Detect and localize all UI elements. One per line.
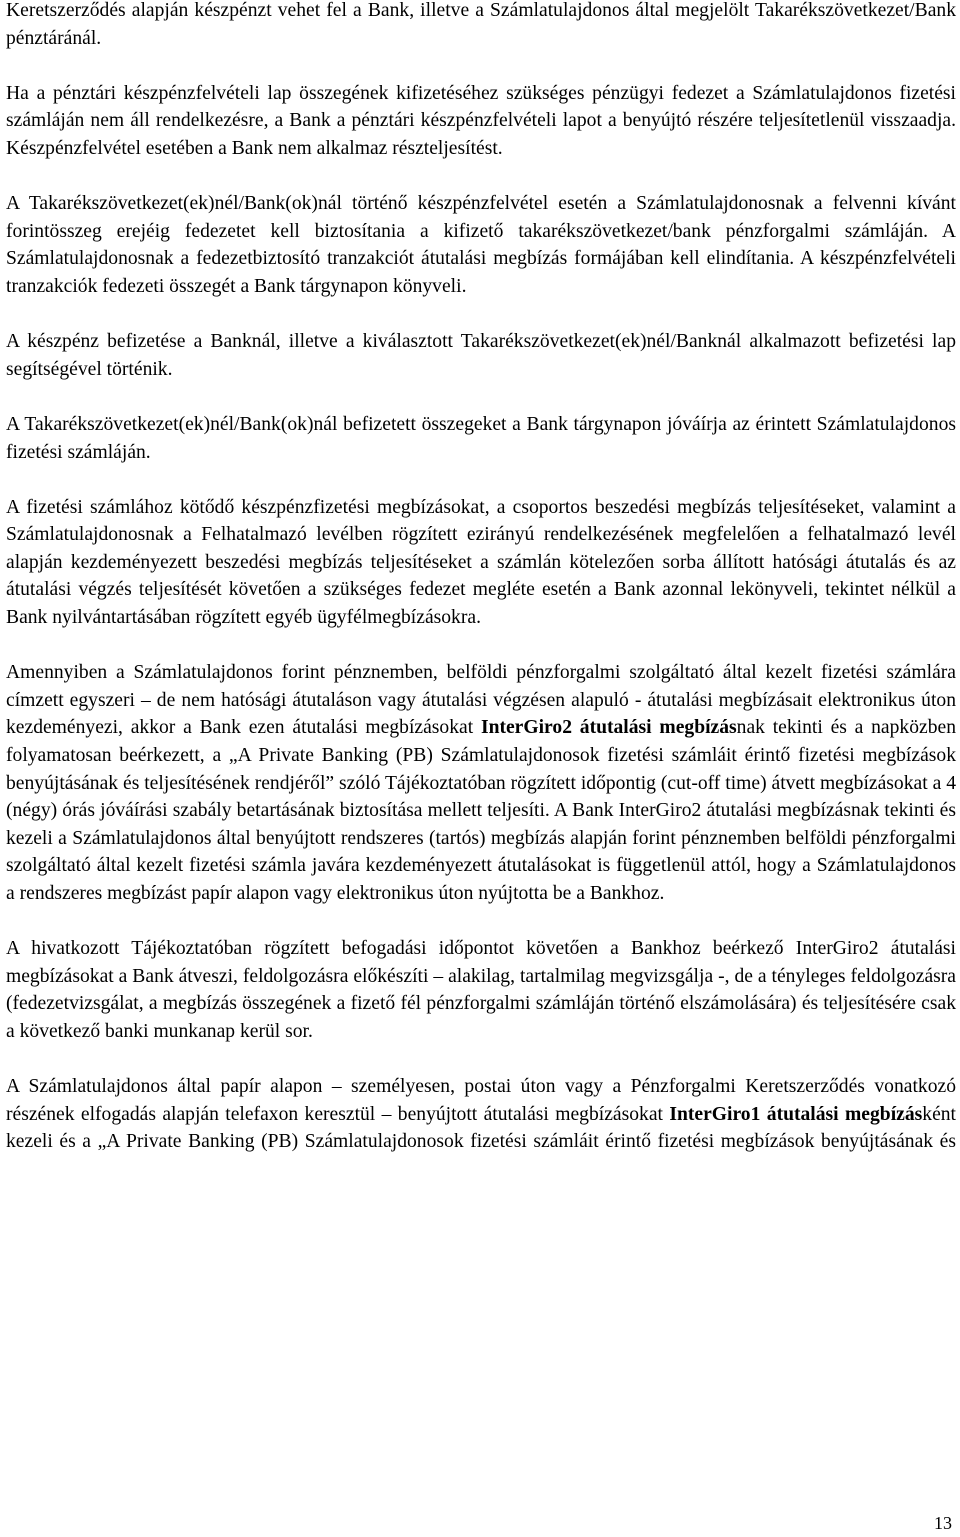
paragraph-payment-order-booking: A fizetési számlához kötődő készpénzfizetési megbízásokat, a csoportos beszedési megbízás teljesítéseket, valamint a Számlatulajdonosnak a Felhatalmazó levélben rögzített ezirányú rendelkezésének megfelelően a felhatalmazó levél alapján kezdeményezett beszedési megbízás teljesítéseket a számlán kötelezően sorba állított hatósági átutalás és az átutalási végzés teljesítését követően a szükséges fedezet megléte esetén a Bank azonnal lekönyveli, tekintet nélkül a Bank nyilvántartásában rögzített egyéb ügyfélmegbízásokra. bbox=[6, 496, 956, 629]
paragraph-gap bbox=[6, 383, 956, 411]
paragraph-gap bbox=[6, 632, 956, 660]
paragraph-cash-withdrawal-location: Keretszerződés alapján készpénzt vehet fel a Bank, illetve a Számlatulajdonos által megjelölt Takarékszövetkezet/Bank pénztáránál. bbox=[6, 0, 956, 49]
paragraph-late-intergiro2: A hivatkozott Tájékoztatóban rögzített befogadási időpontot követően a Bankhoz beérkező InterGiro2 átutalási megbízásokat a Bank átveszi, feldolgozásra előkészíti – alakilag, tartalmilag megvizsgálja -, de a tényleges feldolgozásra (fedezetvizsgálat, a megbízás összegének a fizető fél pénzforgalmi számláján történő elszámolására) és teljesítésére csak a következő banki munkanap kerül sor. bbox=[6, 938, 956, 1042]
page-number: 13 bbox=[934, 1513, 952, 1533]
paragraph-text-after: ként kezeli és a „A Private Banking (PB) Számlatulajdonosok fizetési számláit érintő fizetési megbízások benyújtásának és bbox=[6, 1103, 956, 1153]
bold-term-intergiro1: InterGiro1 átutalási megbízás bbox=[669, 1103, 923, 1125]
paragraph-gap bbox=[6, 301, 956, 329]
document-page bbox=[6, 0, 956, 1156]
paragraph-insufficient-funds: Ha a pénztári készpénzfelvételi lap összegének kifizetéséhez szükséges pénzügyi fedezet a Számlatulajdonos fizetési számláján nem áll rendelkezésre, a Bank a pénztári készpénzfelvételi lapot a benyújtó részére teljesítetlenül visszaadja. Készpénzfelvétel esetében a Bank nem alkalmaz részteljesítést. bbox=[6, 82, 956, 159]
paragraph-gap bbox=[6, 163, 956, 191]
bold-term-intergiro2: InterGiro2 átutalási megbízás bbox=[480, 717, 737, 739]
paragraph-gap bbox=[6, 1046, 956, 1074]
paragraph-text-after: nak tekinti és a napközben folyamatosan beérkezett, a „A Private Banking (PB) Számlatulajdonosok fizetési számláit érintő fizetési megbízások benyújtásának és teljesítésének rendjéről” szóló Tájékoztatóban rögzített időpontig (cut-off time) átvett megbízásokat a 4 (négy) órás jóváírási szabály betartásának biztosítása mellett teljesíti. A Bank InterGiro2 átutalási megbízásnak tekinti és kezeli a Számlatulajdonos által benyújtott rendszeres (tartós) megbízás alapján forint pénznemben belföldi pénzforgalmi szolgáltató által kezelt fizetési számla javára kezdeményezett átutalásokat is függetlenül attól, hogy a Számlatulajdonos a rendszeres megbízást papír alapon vagy elektronikus úton nyújtotta be a Bankhoz. bbox=[6, 717, 957, 904]
paragraph-deposit-crediting: A Takarékszövetkezet(ek)nél/Bank(ok)nál befizetett összegeket a Bank tárgynapon jóváírja az érintett Számlatulajdonos fizetési számláján. bbox=[6, 413, 956, 463]
paragraph-intergiro2-orders bbox=[6, 659, 956, 907]
paragraph-text-before: Amennyiben a Számlatulajdonos forint pénznemben, belföldi pénzforgalmi szolgáltató által kezelt fizetési számlára címzett egyszeri – de nem hatósági átutaláson vagy átutalási végzésen alapuló - átutalási megbízásait elektronikus úton kezdeményezi, akkor a Bank ezen átutalási megbízásokat bbox=[6, 662, 956, 739]
paragraph-gap bbox=[6, 52, 956, 80]
paragraph-gap bbox=[6, 908, 956, 936]
paragraph-intergiro1-orders bbox=[6, 1073, 956, 1156]
paragraph-gap bbox=[6, 466, 956, 494]
paragraph-text-before: A Számlatulajdonos által papír alapon – személyesen, postai úton vagy a Pénzforgalmi Keretszerződés vonatkozó részének elfogadás alapján telefaxon keresztül – benyújtott átutalási megbízásokat bbox=[6, 1076, 956, 1125]
paragraph-cash-deposit: A készpénz befizetése a Banknál, illetve a kiválasztott Takarékszövetkezet(ek)nél/Banknál alkalmazott befizetési lap segítségével történik. bbox=[6, 331, 956, 380]
paragraph-cooperative-withdrawal: A Takarékszövetkezet(ek)nél/Bank(ok)nál történő készpénzfelvétel esetén a Számlatulajdonosnak a felvenni kívánt forintösszeg erejéig fedezetet kell biztosítania a kifizető takarékszövetkezet/bank pénzforgalmi számláján. A Számlatulajdonosnak a fedezetbiztosító tranzakciót átutalási megbízás formájában kell elindítania. A készpénzfelvételi tranzakciók fedezeti összegét a Bank tárgynapon könyveli. bbox=[6, 193, 956, 297]
